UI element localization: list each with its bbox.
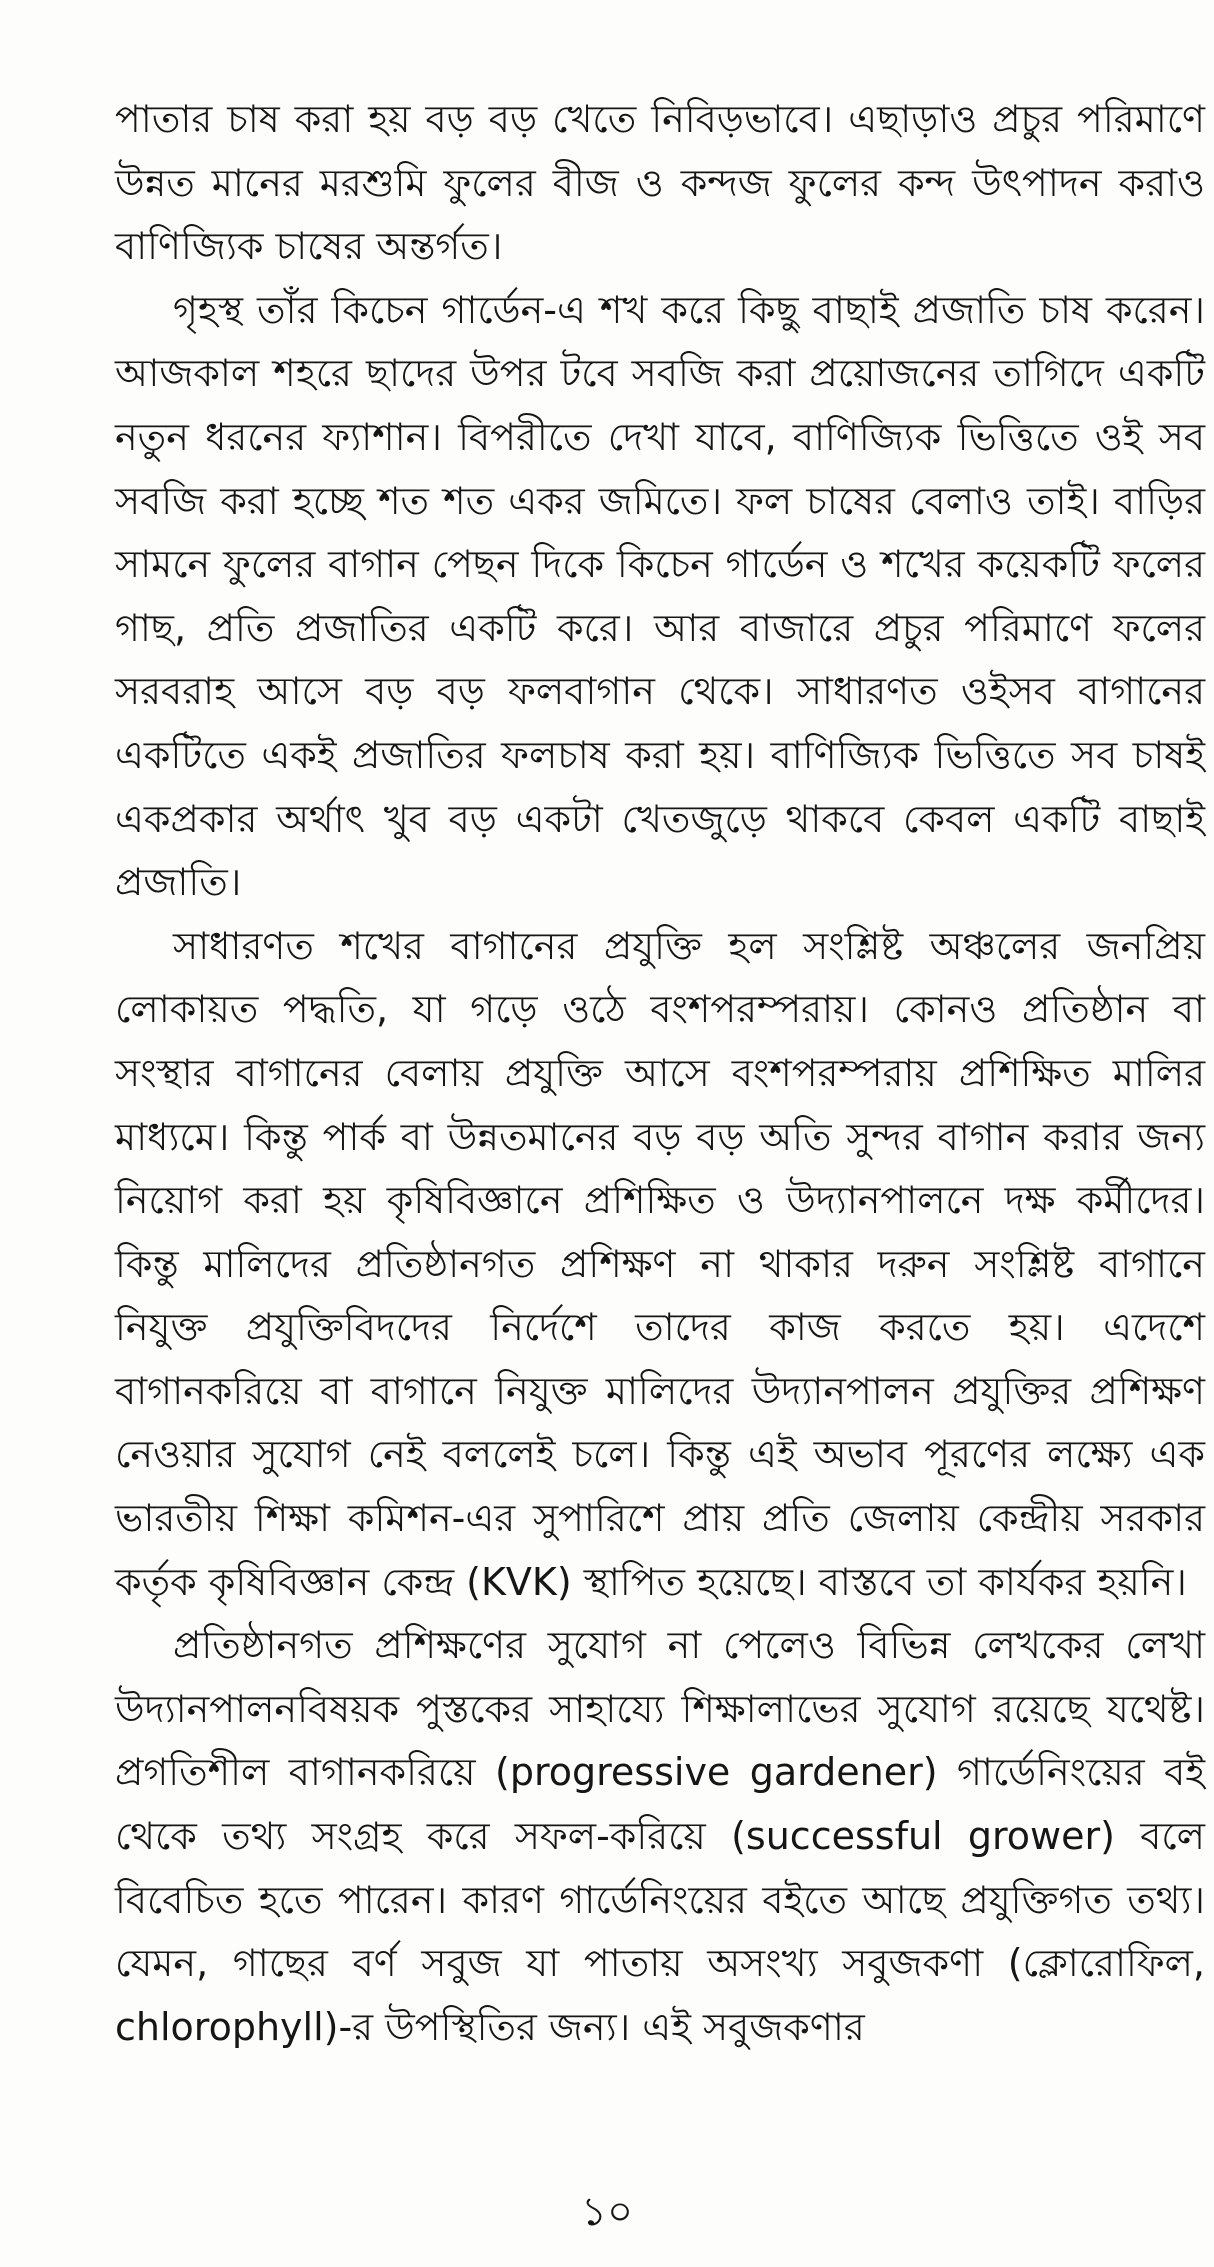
paragraph-continuation: পাতার চাষ করা হয় বড় বড় খেতে নিবিড়ভাবে। এছাড়াও প্রচুর পরিমাণে উন্নত মানের মরশুমি ফুলের বীজ ও কন্দজ ফুলের কন্দ উৎপাদন করাও বাণিজ্যিক চাষের অন্তর্গত। bbox=[115, 97, 1205, 269]
paragraph-kitchen-garden: গৃহস্থ তাঁর কিচেন গার্ডেন-এ শখ করে কিছু বাছাই প্রজাতি চাষ করেন। আজকাল শহরে ছাদের উপর টবে সবজি করা প্রয়োজনের তাগিদে একটি নতুন ধরনের ফ্যাশান। বিপরীতে দেখা যাবে, বাণিজ্যিক ভিত্তিতে ওই সব সবজি করা হচ্ছে শত শত একর জমিতে। ফল চাষের বেলাও তাই। বাড়ির সামনে ফুলের বাগান পেছন দিকে কিচেন গার্ডেন ও শখের কয়েকটি ফলের গাছ, প্রতি প্রজাতির একটি করে। আর বাজারে প্রচুর পরিমাণে ফলের সরবরাহ আসে বড় বড় ফলবাগান থেকে। সাধারণত ওইসব বাগানের একটিতে একই প্রজাতির ফলচাষ করা হয়। বাণিজ্যিক ভিত্তিতে সব চাষই একপ্রকার অর্থাৎ খুব বড় একটা খেতজুড়ে থাকবে কেবল একটি বাছাই প্রজাতি। bbox=[115, 287, 1205, 905]
paragraph-garden-technology: সাধারণত শখের বাগানের প্রযুক্তি হল সংশ্লিষ্ট অঞ্চলের জনপ্রিয় লোকায়ত পদ্ধতি, যা গড়ে ওঠে বংশপরম্পরায়। কোনও প্রতিষ্ঠান বা সংস্থার বাগানের বেলায় প্রযুক্তি আসে বংশপরম্পরায় প্রশিক্ষিত মালির মাধ্যমে। কিন্তু পার্ক বা উন্নতমানের বড় বড় অতি সুন্দর বাগান করার জন্য নিয়োগ করা হয় কৃষিবিজ্ঞানে প্রশিক্ষিত ও উদ্যানপালনে দক্ষ কর্মীদের। কিন্তু মালিদের প্রতিষ্ঠানগত প্রশিক্ষণ না থাকার দরুন সংশ্লিষ্ট বাগানে নিযুক্ত প্রযুক্তিবিদদের নির্দেশে তাদের কাজ করতে হয়। এদেশে বাগানকরিয়ে বা বাগানে নিযুক্ত মালিদের উদ্যানপালন প্রযুক্তির প্রশিক্ষণ নেওয়ার সুযোগ নেই বললেই চলে। কিন্তু এই অভাব পূরণের লক্ষ্যে এক ভারতীয় শিক্ষা কমিশন-এর সুপারিশে প্রায় প্রতি জেলায় কেন্দ্রীয় সরকার কর্তৃক কৃষিবিজ্ঞান কেন্দ্র (KVK) স্থাপিত হয়েছে। বাস্তবে তা কার্যকর হয়নি। bbox=[115, 923, 1205, 1604]
page-number: ১০ bbox=[581, 2189, 633, 2235]
paragraph-training-books: প্রতিষ্ঠানগত প্রশিক্ষণের সুযোগ না পেলেও বিভিন্ন লেখকের লেখা উদ্যানপালনবিষয়ক পুস্তকের সাহায্যে শিক্ষালাভের সুযোগ রয়েছে যথেষ্ট। প্রগতিশীল বাগানকরিয়ে (progressive gardener) গার্ডেনিংয়ের বই থেকে তথ্য সংগ্রহ করে সফল-করিয়ে (successful grower) বলে বিবেচিত হতে পারেন। কারণ গার্ডেনিংয়ের বইতে আছে প্রযুক্তিগত তথ্য। যেমন, গাছের বর্ণ সবুজ যা পাতায় অসংখ্য সবুজকণা (ক্লোরোফিল, chlorophyll)-র উপস্থিতির জন্য। এই সবুজকণার bbox=[115, 1623, 1205, 2049]
body-text bbox=[115, 88, 1205, 2059]
